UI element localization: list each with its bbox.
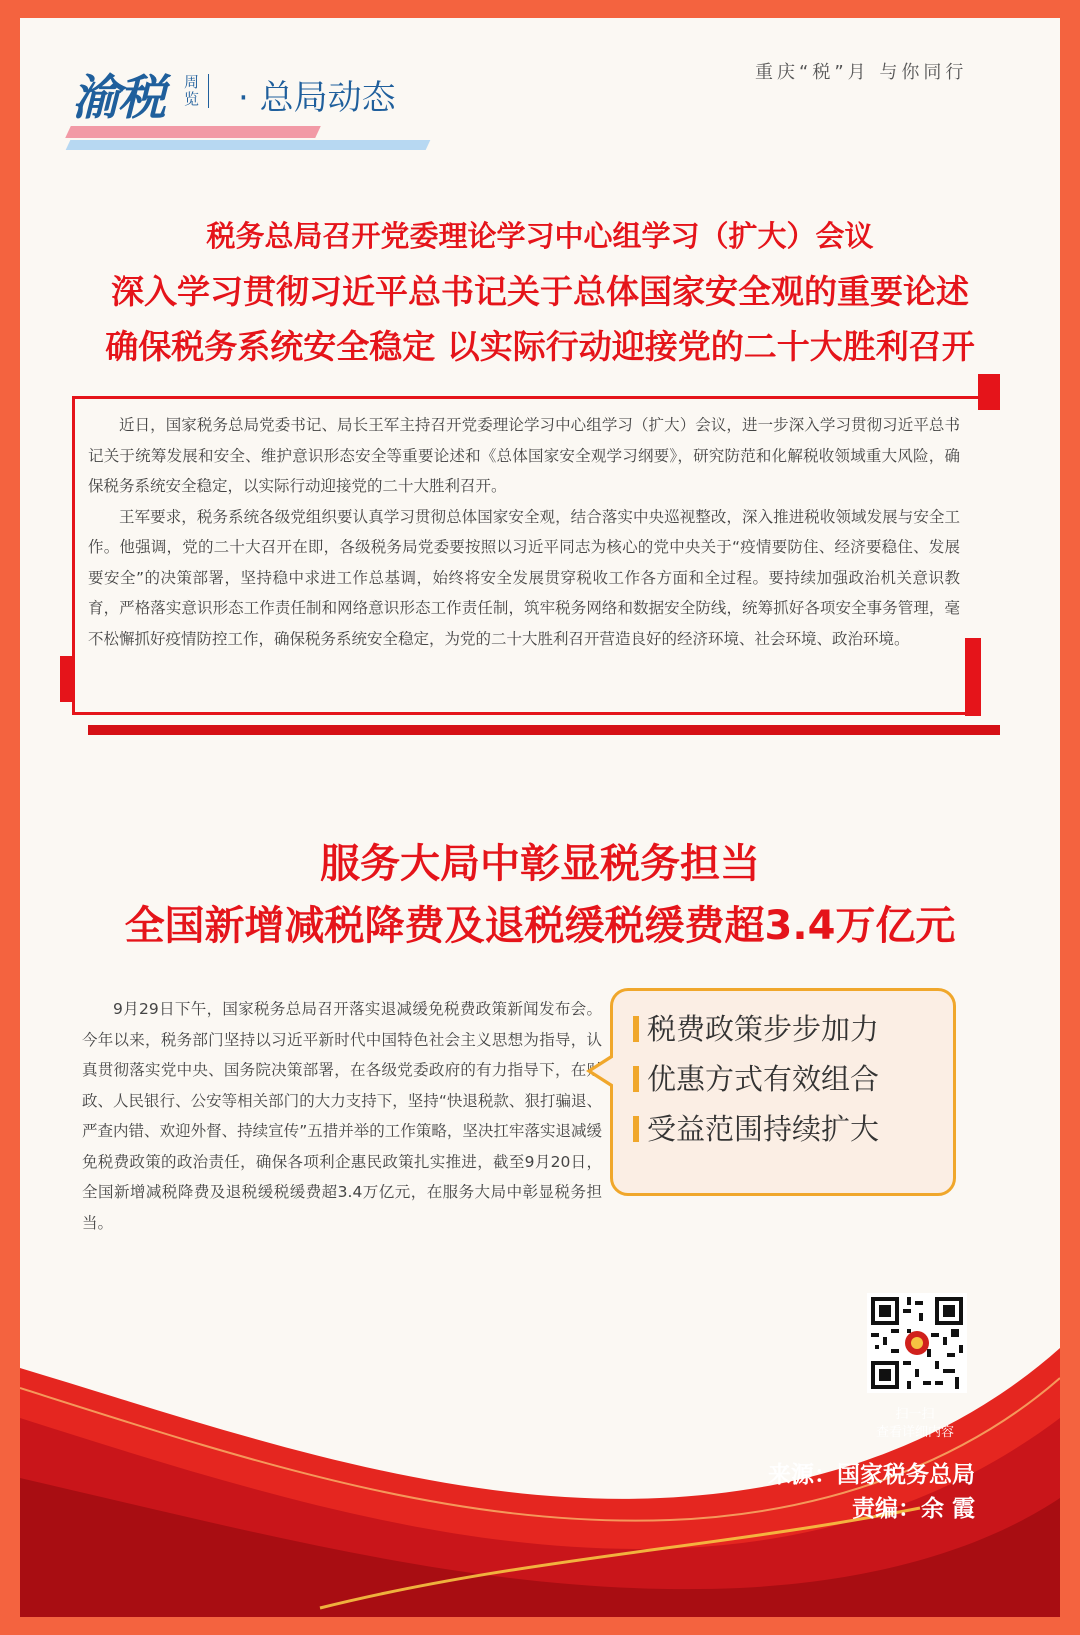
- highlights-callout: [610, 988, 956, 1196]
- article1-paragraph: 王军要求，税务系统各级党组织要认真学习贯彻总体国家安全观，结合落实中央巡视整改，深入推进税收领域发展与安全工作。他强调，党的二十大召开在即，各级税务局党委要按照以习近平同志为核心的党中央关于“疫情要防住、经济要稳住、发展要安全”的决策部署，坚持稳中求进工作总基调，始终将安全发展贯穿税收工作各方面和全过程。要持续加强政治机关意识教育，严格落实意识形态工作责任制和网络意识形态工作责任制，筑牢税务网络和数据安全防线，统筹抓好各项安全事务管理，毫不松懈抓好疫情防控工作，确保税务系统安全稳定，为党的二十大胜利召开营造良好的经济环境、社会环境、政治环境。: [88, 507, 960, 648]
- slogan: 重庆“税”月 与你同行: [755, 62, 968, 83]
- decor-stripe-blue: [66, 140, 431, 150]
- qr-caption-line2: 查看详细内容: [875, 1425, 954, 1440]
- bullet-bar-icon: [633, 1016, 639, 1042]
- article1-title-line1: 税务总局召开党委理论学习中心组学习（扩大）会议: [206, 219, 874, 253]
- callout-tail-inner: [592, 1057, 614, 1085]
- frame-under-bar: [88, 725, 1000, 735]
- article2-body: [82, 994, 602, 1238]
- frame-corner-top-right: [978, 374, 1000, 410]
- qr-caption-line1: 扫一扫: [895, 1407, 935, 1422]
- frame-corner-bottom-left: [60, 656, 72, 702]
- logo-sub-text: 周览: [184, 74, 209, 108]
- logo-main-text: 渝税: [72, 70, 165, 126]
- bullet-bar-icon: [633, 1116, 639, 1142]
- article2-paragraph: 9月29日下午，国家税务总局召开落实退减缓免税费政策新闻发布会。今年以来，税务部门坚持以习近平新时代中国特色社会主义思想为指导，认真贯彻落实党中央、国务院决策部署，在各级党委政府的有力指导下，在财政、人民银行、公安等相关部门的大力支持下，坚持“快退税款、狠打骗退、严查内错、欢迎外督、持续宣传”五措并举的工作策略，坚决扛牢落实退减缓免税费政策的政治责任，确保各项利企惠民政策扎实推进，截至9月20日，全国新增减税降费及退税缓税缓费超3.4万亿元，在服务大局中彰显税务担当。: [82, 1000, 602, 1232]
- article2-title-line2: 全国新增减税降费及退税缓税缓费超3.4万亿元: [124, 903, 956, 949]
- highlight-item: 优惠方式有效组合: [633, 1059, 879, 1099]
- article2-title-line1: 服务大局中彰显税务担当: [320, 841, 760, 887]
- article1-body: [88, 410, 960, 654]
- source-text: 来源：国家税务总局: [768, 1462, 975, 1488]
- qr-code[interactable]: [867, 1293, 967, 1393]
- credits: [755, 1458, 975, 1526]
- article1-title-line3: 确保税务系统安全稳定 以实际行动迎接党的二十大胜利召开: [105, 327, 975, 366]
- bullet-bar-icon: [633, 1066, 639, 1092]
- decor-stripe-red: [65, 126, 321, 138]
- article1-title-line2: 深入学习贯彻习近平总书记关于总体国家安全观的重要论述: [111, 272, 969, 311]
- highlight-item: 受益范围持续扩大: [633, 1109, 879, 1149]
- highlight-item: 税费政策步步加力: [633, 1009, 879, 1049]
- frame-corner-bottom-right: [965, 638, 981, 716]
- poster-page: [20, 18, 1060, 1617]
- article1-paragraph: 近日，国家税务总局党委书记、局长王军主持召开党委理论学习中心组学习（扩大）会议，进一步深入学习贯彻习近平总书记关于统筹发展和安全、维护意识形态安全等重要论述和《总体国家安全观学习纲要》，研究防范和化解税收领域重大风险，确保税务系统安全稳定，以实际行动迎接党的二十大胜利召开。: [88, 416, 960, 495]
- section-title: · 总局动态: [238, 78, 396, 118]
- frame-bottom-border: [72, 712, 980, 715]
- qr-caption: [840, 1406, 990, 1442]
- qr-code-icon: [867, 1293, 967, 1393]
- editor-text: 责编：余 霞: [851, 1496, 975, 1522]
